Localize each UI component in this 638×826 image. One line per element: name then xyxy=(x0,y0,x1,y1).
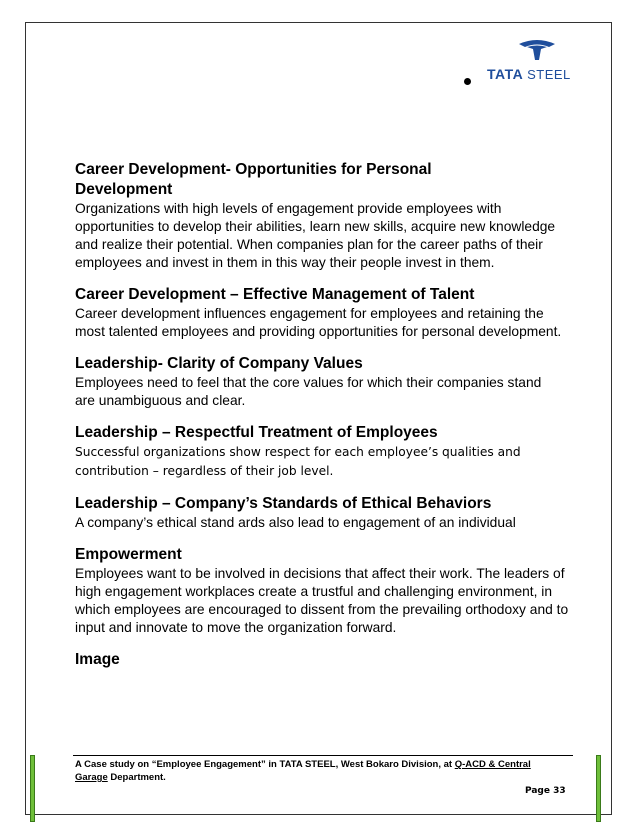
tata-steel-logo xyxy=(487,38,597,86)
section-body: Organizations with high levels of engagement provide employees with opportunities to develop their abilities, learn new skills, acquire new knowledge and realize their potential. When companies plan for the career paths of their employees and invest in them in this way their people invest in them. xyxy=(75,201,556,270)
section-leadership-respect xyxy=(75,423,575,481)
section-body: Employees want to be involved in decisions that affect their work. The leaders of high engagement workplaces create a trustful and challenging environment, in which employees are encouraged to dissent from the prevailing orthodoxy and to input and innovate to move the organization forward. xyxy=(75,566,569,635)
section-image xyxy=(75,650,575,670)
section-leadership-ethics xyxy=(75,494,575,532)
section-heading: Career Development – Effective Management of Talent xyxy=(75,286,475,303)
section-career-opportunities xyxy=(75,160,575,272)
page-number: Page 33 xyxy=(525,786,566,796)
section-heading: Leadership- Clarity of Company Values xyxy=(75,355,363,372)
logo-brand: TATA xyxy=(487,66,523,82)
bullet-dot xyxy=(464,78,471,85)
footer-underlined-1: Q-ACD & Central xyxy=(454,759,531,770)
section-heading: Career Development- Opportunities for Personal Development xyxy=(75,161,432,198)
footer-prefix: A Case study on “Employee Engagement” in TATA STEEL, West Bokaro Division, at xyxy=(75,759,455,770)
section-heading: Empowerment xyxy=(75,546,182,563)
right-green-bar xyxy=(596,755,601,822)
section-body: Employees need to feel that the core values for which their companies stand are unambiguous and clear. xyxy=(75,375,542,408)
tata-logo-icon xyxy=(515,38,559,62)
section-heading: Leadership – Company’s Standards of Ethical Behaviors xyxy=(75,495,492,512)
section-career-talent xyxy=(75,285,575,341)
section-body: A company’s ethical stand ards also lead to engagement of an individual xyxy=(75,515,516,530)
footer-text xyxy=(75,758,555,784)
page-content xyxy=(75,160,575,683)
section-empowerment xyxy=(75,545,575,637)
logo-wordmark xyxy=(487,66,571,82)
section-heading: Image xyxy=(75,651,120,668)
section-leadership-values xyxy=(75,354,575,410)
footer-suffix: Department. xyxy=(107,772,166,783)
footer-underlined-2: Garage xyxy=(75,772,108,783)
section-body: Career development influences engagement for employees and retaining the most talented employees and providing opportunities for personal development. xyxy=(75,306,562,339)
left-green-bar xyxy=(30,755,35,822)
footer-divider xyxy=(73,755,573,756)
section-body: Successful organizations show respect for each employee’s qualities and contribution – regardless of their job level. xyxy=(75,445,521,478)
logo-name: STEEL xyxy=(527,67,571,82)
section-heading: Leadership – Respectful Treatment of Employees xyxy=(75,424,438,441)
